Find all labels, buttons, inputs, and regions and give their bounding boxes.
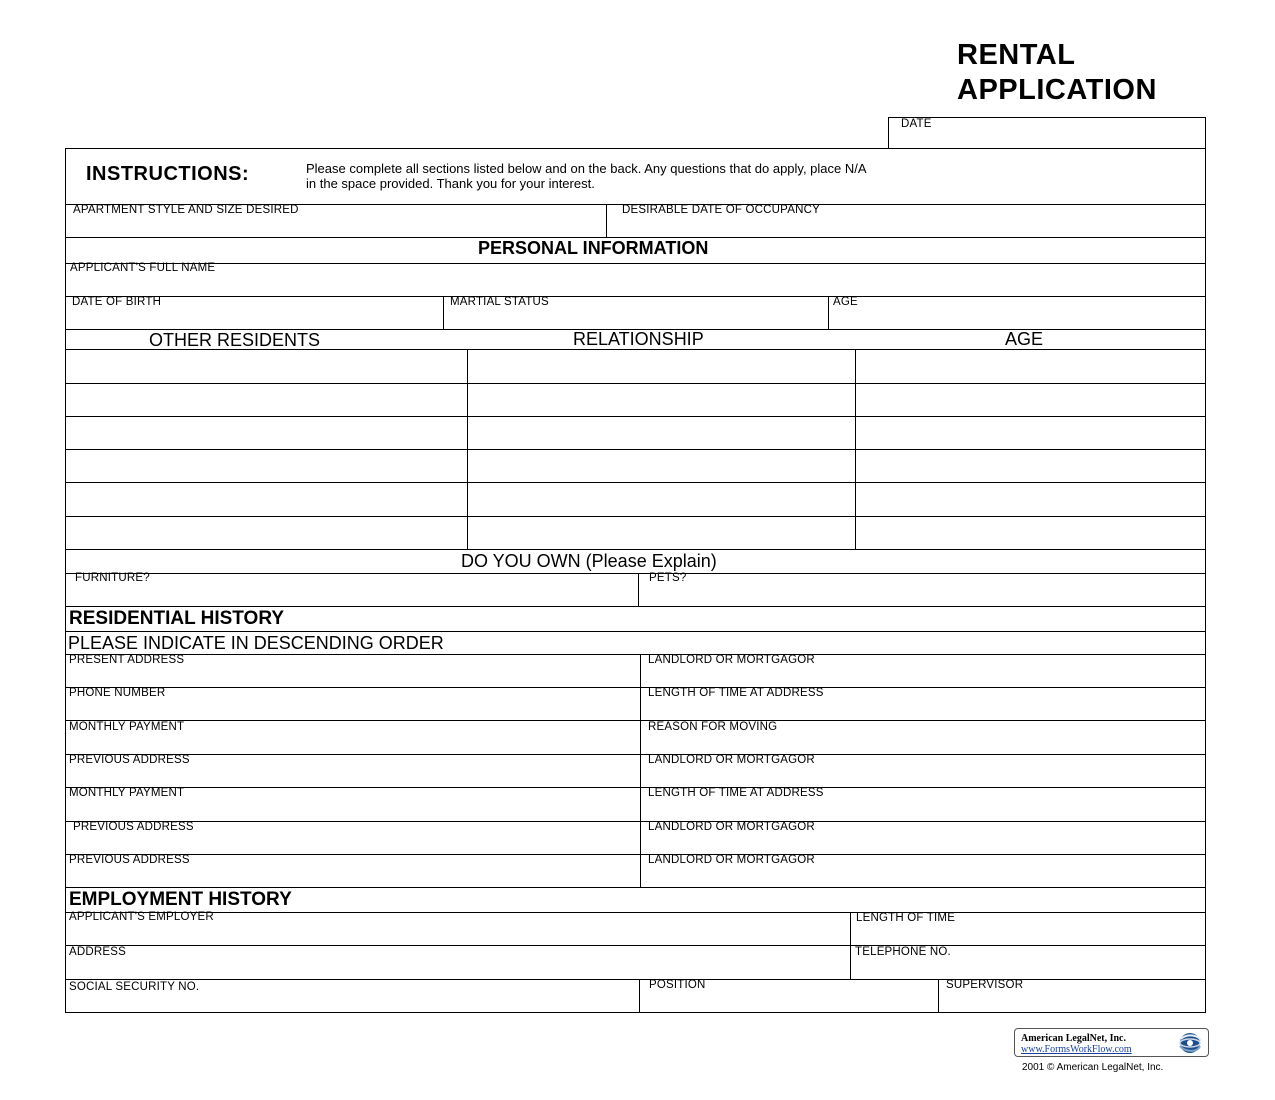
telephone-field[interactable] bbox=[851, 960, 1205, 978]
instructions-text bbox=[306, 161, 867, 191]
position-field[interactable] bbox=[640, 994, 937, 1012]
length-at-address-field[interactable] bbox=[641, 701, 1205, 719]
descending-order-note: PLEASE INDICATE IN DESCENDING ORDER bbox=[68, 633, 444, 653]
previous-address-field[interactable] bbox=[66, 768, 639, 786]
previous-landlord-3-field[interactable] bbox=[641, 868, 1205, 886]
supervisor-field[interactable] bbox=[939, 994, 1205, 1012]
employer-field[interactable] bbox=[66, 926, 849, 944]
occupancy-date-field[interactable] bbox=[607, 218, 1205, 236]
dob-label: DATE OF BIRTH bbox=[72, 296, 162, 308]
resident-relationship-field[interactable] bbox=[468, 351, 854, 382]
apartment-style-field[interactable] bbox=[66, 218, 605, 236]
previous-monthly-payment-field[interactable] bbox=[66, 802, 639, 820]
form-title bbox=[957, 38, 1157, 108]
furniture-field[interactable] bbox=[66, 587, 637, 605]
pets-field[interactable] bbox=[639, 587, 1205, 605]
position-label: POSITION bbox=[649, 979, 706, 991]
reason-for-moving-field[interactable] bbox=[641, 735, 1205, 753]
date-label: DATE bbox=[901, 118, 932, 130]
previous-landlord-field[interactable] bbox=[641, 768, 1205, 786]
monthly-payment-label: MONTHLY PAYMENT bbox=[69, 721, 185, 733]
marital-status-field[interactable] bbox=[444, 310, 827, 328]
date-field[interactable] bbox=[889, 132, 1205, 148]
resident-age-field[interactable] bbox=[856, 517, 1205, 548]
employer-address-label: ADDRESS bbox=[69, 946, 126, 958]
length-at-address-label: LENGTH OF TIME AT ADDRESS bbox=[648, 687, 824, 699]
resident-age-field[interactable] bbox=[856, 483, 1205, 515]
previous-address-3-label: PREVIOUS ADDRESS bbox=[69, 854, 190, 866]
age-header: AGE bbox=[1005, 329, 1044, 349]
resident-name-field[interactable] bbox=[66, 483, 466, 515]
previous-address-3-field[interactable] bbox=[66, 868, 639, 886]
copyright-text: 2001 © American LegalNet, Inc. bbox=[1022, 1062, 1164, 1073]
resident-age-field[interactable] bbox=[856, 417, 1205, 448]
full-name-label: APPLICANT'S FULL NAME bbox=[70, 262, 216, 274]
previous-address-2-field[interactable] bbox=[66, 835, 639, 853]
residential-history-heading: RESIDENTIAL HISTORY bbox=[69, 608, 285, 629]
age-label: AGE bbox=[833, 296, 858, 308]
resident-name-field[interactable] bbox=[66, 417, 466, 448]
resident-age-field[interactable] bbox=[856, 351, 1205, 382]
landlord-label: LANDLORD OR MORTGAGOR bbox=[648, 654, 815, 666]
resident-name-field[interactable] bbox=[66, 384, 466, 415]
previous-landlord-3-label: LANDLORD OR MORTGAGOR bbox=[648, 854, 815, 866]
monthly-payment-field[interactable] bbox=[66, 735, 639, 753]
telephone-label: TELEPHONE NO. bbox=[855, 946, 951, 958]
globe-logo-icon bbox=[1173, 1031, 1207, 1055]
ssn-field[interactable] bbox=[66, 994, 638, 1012]
resident-relationship-field[interactable] bbox=[468, 417, 854, 448]
supervisor-label: SUPERVISOR bbox=[946, 979, 1024, 991]
previous-landlord-2-field[interactable] bbox=[641, 835, 1205, 853]
resident-relationship-field[interactable] bbox=[468, 483, 854, 515]
phone-number-label: PHONE NUMBER bbox=[69, 687, 166, 699]
occupancy-date-label: DESIRABLE DATE OF OCCUPANCY bbox=[622, 204, 820, 216]
previous-length-field[interactable] bbox=[641, 802, 1205, 820]
previous-address-2-label: PREVIOUS ADDRESS bbox=[73, 821, 194, 833]
landlord-field[interactable] bbox=[641, 668, 1205, 686]
employment-history-heading: EMPLOYMENT HISTORY bbox=[69, 889, 292, 910]
present-address-field[interactable] bbox=[66, 668, 639, 686]
marital-status-label: MARTIAL STATUS bbox=[450, 296, 549, 308]
previous-address-label: PREVIOUS ADDRESS bbox=[69, 754, 190, 766]
publisher-name: American LegalNet, Inc. bbox=[1021, 1033, 1126, 1044]
furniture-label: FURNITURE? bbox=[75, 572, 150, 584]
publisher-logo bbox=[1014, 1028, 1209, 1057]
pets-label: PETS? bbox=[649, 572, 687, 584]
instructions-line2: in the space provided. Thank you for your interest. bbox=[306, 176, 595, 191]
employment-length-field[interactable] bbox=[851, 926, 1205, 944]
resident-relationship-field[interactable] bbox=[468, 450, 854, 481]
resident-relationship-field[interactable] bbox=[468, 517, 854, 548]
age-field[interactable] bbox=[829, 310, 1205, 328]
previous-monthly-payment-label: MONTHLY PAYMENT bbox=[69, 787, 185, 799]
employer-address-field[interactable] bbox=[66, 960, 849, 978]
previous-landlord-label: LANDLORD OR MORTGAGOR bbox=[648, 754, 815, 766]
reason-for-moving-label: REASON FOR MOVING bbox=[648, 721, 778, 733]
dob-field[interactable] bbox=[66, 310, 442, 328]
personal-info-heading: PERSONAL INFORMATION bbox=[478, 238, 709, 258]
publisher-url-link[interactable]: www.FormsWorkFlow.com bbox=[1021, 1044, 1132, 1055]
form-title-line1: RENTAL bbox=[957, 39, 1076, 71]
apartment-style-label: APARTMENT STYLE AND SIZE DESIRED bbox=[73, 204, 299, 216]
phone-number-field[interactable] bbox=[66, 701, 639, 719]
instructions-line1: Please complete all sections listed below and on the back. Any questions that do apply, place N/A bbox=[306, 161, 867, 176]
resident-name-field[interactable] bbox=[66, 517, 466, 548]
employment-length-label: LENGTH OF TIME bbox=[856, 912, 956, 924]
full-name-field[interactable] bbox=[66, 277, 1205, 295]
do-you-own-heading: DO YOU OWN (Please Explain) bbox=[461, 551, 717, 571]
previous-landlord-2-label: LANDLORD OR MORTGAGOR bbox=[648, 821, 815, 833]
resident-age-field[interactable] bbox=[856, 384, 1205, 415]
resident-name-field[interactable] bbox=[66, 450, 466, 481]
resident-age-field[interactable] bbox=[856, 450, 1205, 481]
resident-relationship-field[interactable] bbox=[468, 384, 854, 415]
previous-length-label: LENGTH OF TIME AT ADDRESS bbox=[648, 787, 824, 799]
instructions-label: INSTRUCTIONS: bbox=[86, 163, 250, 185]
employer-label: APPLICANT'S EMPLOYER bbox=[69, 911, 214, 923]
resident-name-field[interactable] bbox=[66, 351, 466, 382]
ssn-label: SOCIAL SECURITY NO. bbox=[69, 981, 200, 993]
form-title-line2: APPLICATION bbox=[957, 74, 1157, 106]
present-address-label: PRESENT ADDRESS bbox=[69, 654, 185, 666]
other-residents-header: OTHER RESIDENTS bbox=[149, 330, 321, 350]
relationship-header: RELATIONSHIP bbox=[573, 329, 704, 349]
